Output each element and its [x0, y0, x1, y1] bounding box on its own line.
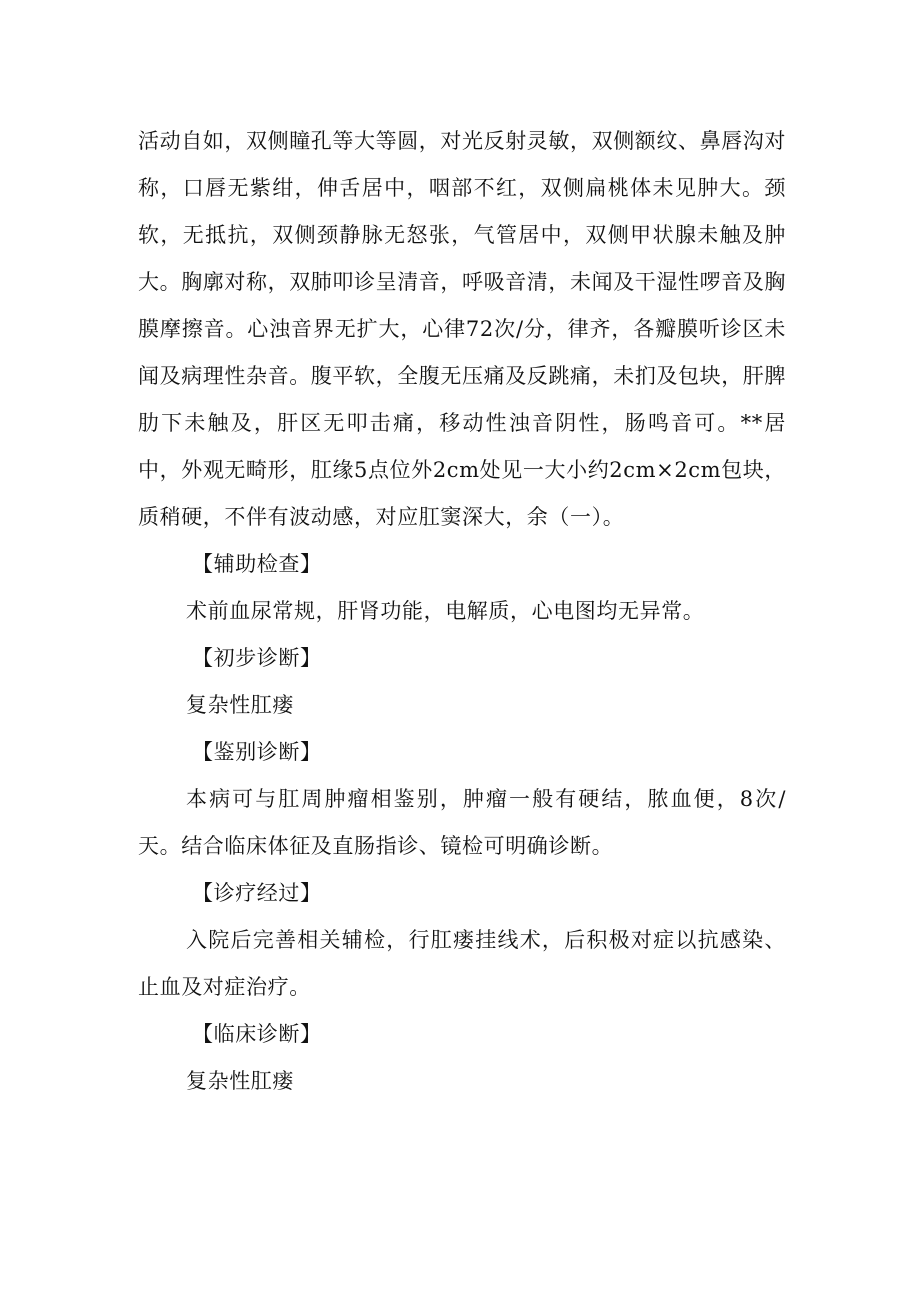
document-body — [138, 118, 786, 1105]
physical-exam-paragraph: 活动自如，双侧瞳孔等大等圆，对光反射灵敏，双侧额纹、鼻唇沟对称，口唇无紫绀，伸舌居中，咽部不红，双侧扁桃体未见肿大。颈软，无抵抗，双侧颈静脉无怒张，气管居中，双侧甲状腺未触及肿大。胸廓对称，双肺叩诊呈清音，呼吸音清，未闻及干湿性啰音及胸膜摩擦音。心浊音界无扩大，心律72次/分，律齐，各瓣膜听诊区未闻及病理性杂音。腹平软，全腹无压痛及反跳痛，未扪及包块，肝脾肋下未触及，肝区无叩击痛，移动性浊音阴性，肠鸣音可。**居中，外观无畸形，肛缘5点位外2cm处见一大小约2cm×2cm包块，质稍硬，不伴有波动感，对应肛窦深大，余（一）。 — [138, 129, 786, 529]
section-heading-auxiliary-exam: 【辅助检查】 — [192, 552, 322, 576]
section-body-clinical-diagnosis: 复杂性肛瘘 — [186, 1069, 294, 1093]
section-heading-treatment-course: 【诊疗经过】 — [192, 881, 322, 905]
section-body-preliminary-diagnosis: 复杂性肛瘘 — [186, 693, 294, 717]
section-heading-clinical-diagnosis: 【临床诊断】 — [192, 1022, 322, 1046]
section-body-differential-diagnosis: 本病可与肛周肿瘤相鉴别，肿瘤一般有硬结，脓血便，8次/天。结合临床体征及直肠指诊、镜检可明确诊断。 — [138, 787, 786, 858]
section-body-auxiliary-exam: 术前血尿常规，肝肾功能，电解质，心电图均无异常。 — [186, 599, 705, 623]
section-heading-differential-diagnosis: 【鉴别诊断】 — [192, 740, 322, 764]
section-body-treatment-course: 入院后完善相关辅检，行肛瘘挂线术，后积极对症以抗感染、止血及对症治疗。 — [138, 928, 786, 999]
section-heading-preliminary-diagnosis: 【初步诊断】 — [192, 646, 322, 670]
